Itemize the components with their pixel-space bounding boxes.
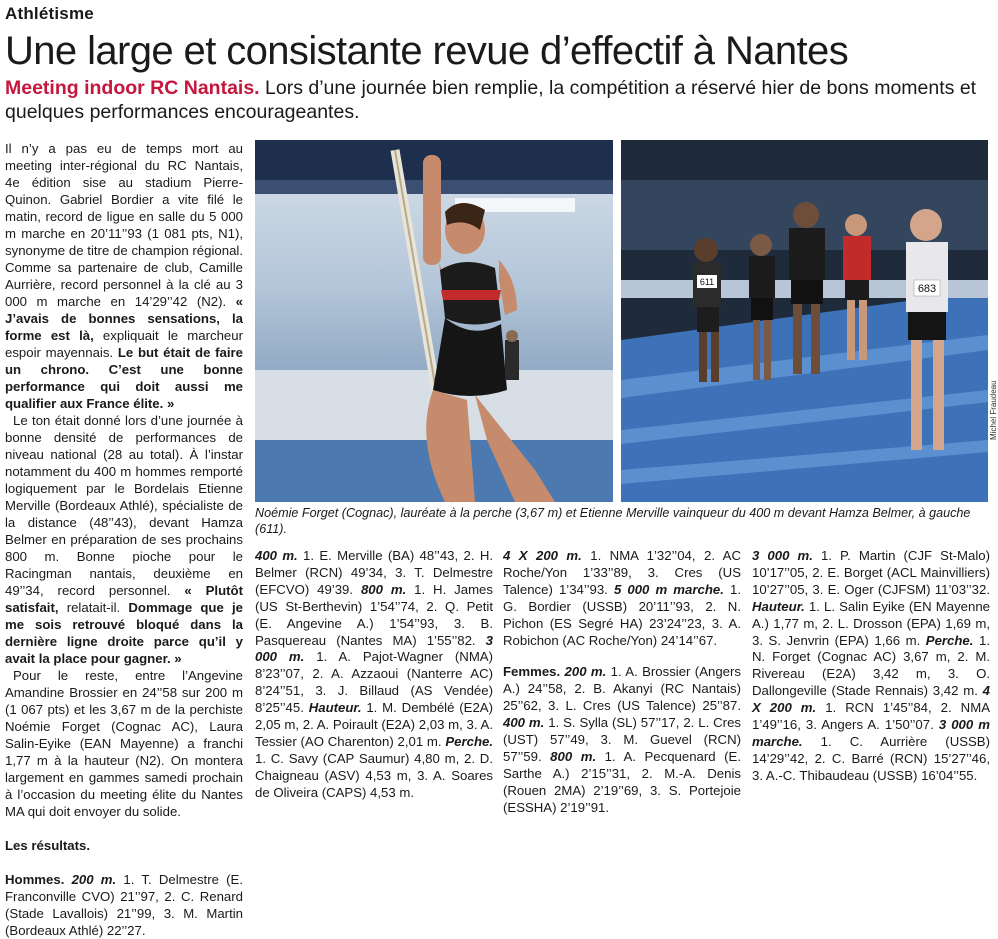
results-column-3 xyxy=(503,548,741,817)
svg-text:611: 611 xyxy=(699,277,715,287)
pole-vault-image xyxy=(255,140,613,502)
results-heading: Les résultats. xyxy=(5,838,91,853)
photo-credit: Michel Fraudeau xyxy=(989,380,998,440)
article-paragraph-1: Il n’y a pas eu de temps mort au meeting inter-régional du RC Nantais, 4e édition sise au stadium Pierre-Quinon. Gabriel Bordier a vite filé le matin, record de ligue en salle du 5 000 m marche en 20’11’’93 (1 081 pts, N1), synonyme de titre de champion régional. Comme sa partenaire de club, Camille Aurrière, record personnel à la clé au 3 000 m marche en 14’29’’42 (N2). « J’avais de bonnes sensations, la forme est là, expliquait le marcheur espoir mayennais. Le but était de faire un chrono. C’est une bonne performance qui doit aussi me qualifier aux France élite. » xyxy=(5,141,243,411)
article-paragraph-2: Le ton était donné lors d’une journée à bonne densité de performances de niveau national (28 au total). À l’instar notamment du 400 m hommes remporté logiquement par le Bordelais Etienne Merville (Bordeaux Athlé), spécialiste de la distance (48’’43), devant Hamza Belmer en préparation de ses prochains 800 m. Bonne pioche pour le Racingman nantais, deuxième en 49’’34, record personnel. « Plutôt satisfait, relatait-il. Dommage que je me sois retrouvé bloqué dans la dernière ligne droite parce qu’il y avait la place pour gagner. » xyxy=(5,413,243,666)
lead-kicker: Meeting indoor RC Nantais. xyxy=(5,77,260,99)
section-rubric: Athlétisme xyxy=(5,4,94,23)
photo-caption: Noémie Forget (Cognac), lauréate à la perche (3,67 m) et Etienne Merville vainqueur du 400 m devant Hamza Belmer, à gauche (611). xyxy=(255,506,971,536)
lead-paragraph xyxy=(5,76,990,124)
lead-text: Lors d’une journée bien remplie, la compétition a réservé hier de bons moments et quelques performances encourageantes. xyxy=(5,77,977,123)
photo-400m-runners xyxy=(621,140,988,502)
results-men-part-1: 400 m. 1. E. Merville (BA) 48’’43, 2. H. Belmer (RCN) 49’34, 3. T. Delmestre (EFCVO) 49’39. 800 m. 1. H. James (US St-Berthevin) 1’54’’74, 2. Q. Petit (E. Angevine A.) 1’54’’93, 3. B. Pasquereau (Nantes MA) 1’55’’82. 3 000 m. 1. A. Pajot-Wagner (NMA) 8’23’’07, 2. A. Azzaoui (Nanterre AC) 8’24’’51, 3. J. Billaud (AS Vendée) 8’25’’45. Hauteur. 1. M. Dembélé (E2A) 2,05 m, 2. A. Poirault (E2A) 2,03 m, 3. A. Tessier (AO Charenton) 2,01 m. Perche. 1. C. Savy (CAP Saumur) 4,80 m, 2. D. Chaigneau (ASV) 4,53 m, 3. A. Soares de Oliveira (CAPS) 4,53 m. xyxy=(255,548,494,800)
results-women-part-1: Femmes. 200 m. 1. A. Brossier (Angers A.) 24’’58, 2. B. Akanyi (RC Nantais) 25’’62, 3. L. Cres (US Talence) 25’’87. 400 m. 1. S. Sylla (SL) 57’’17, 2. L. Cres (UST) 57’’49, 3. M. Guevel (RCN) 57’’59. 800 m. 1. A. Pecquenard (E. Sarthe A.) 2’15’’31, 2. M.-A. Denis (Rouen 2MA) 2’19’’69, 3. S. Portejoie (ESSHA) 2’19’’91. xyxy=(503,664,741,815)
results-start: Hommes. 200 m. 1. T. Delmestre (E. Franconville CVO) 21’’97, 2. C. Renard (Stade Lavallois) 21’’99, 3. M. Martin (Bordeaux Athlé) 22’’27. xyxy=(5,872,243,938)
article-paragraph-3: Pour le reste, entre l’Angevine Amandine Brossier en 24’’58 sur 200 m (1 067 pts) et les 3,67 m de la perchiste Noémie Forget (Cognac AC), Laura Salin-Eyike (EAN Mayenne) a franchi 1,77 m à la hauteur (N2). On montera largement en gammes samedi prochain à l’occasion du meeting élite du Nantes MA qui doit envoyer du solide. xyxy=(5,668,243,819)
article-column xyxy=(5,140,243,939)
results-column-2 xyxy=(255,548,493,802)
results-women-part-2: 3 000 m. 1. P. Martin (CJF St-Malo) 10’17’’05, 2. E. Borget (ACL Mainvilliers) 10’27’’05, 3. E. Oger (CJFSM) 11’03’’32. Hauteur. 1. L. Salin Eyike (EN Mayenne A.) 1,77 m, 2. L. Drosson (EPA) 1,69 m, 3. S. Jenvrin (EPA) 1,66 m. Perche. 1. N. Forget (Cognac AC) 3,67 m, 2. M. Rivereau (E2A) 3,42 m, 3. O. Dallongeville (Stade Rennais) 3,42 m. 4 X 200 m. 1. RCN 1’45’’84, 2. NMA 1’49’’16, 3. Angers A. 1’50’’07. 3 000 m marche. 1. C. Aurrière (USSB) 14’29’’42, 2. C. Barré (RCN) 15’27’’46, 3. A.-C. Thibaudeau (USSB) 16’04’’55. xyxy=(752,548,991,783)
svg-text:683: 683 xyxy=(917,283,937,295)
photo-pole-vaulter xyxy=(255,140,613,502)
headline: Une large et consistante revue d’effectif à Nantes xyxy=(5,29,849,73)
results-men-part-2: 4 X 200 m. 1. NMA 1’32’’04, 2. AC Roche/Yon 1’33’’89, 3. Cres (US Talence) 1’34’’93. 5 000 m marche. 1. G. Bordier (USSB) 20’11’’93, 2. N. Pichon (ES Segré HA) 23’24’’23, 3. A. Robichon (AC Roche/Yon) 24’14’’67. xyxy=(503,548,742,648)
runners-image xyxy=(621,140,988,502)
results-column-4 xyxy=(752,548,990,785)
